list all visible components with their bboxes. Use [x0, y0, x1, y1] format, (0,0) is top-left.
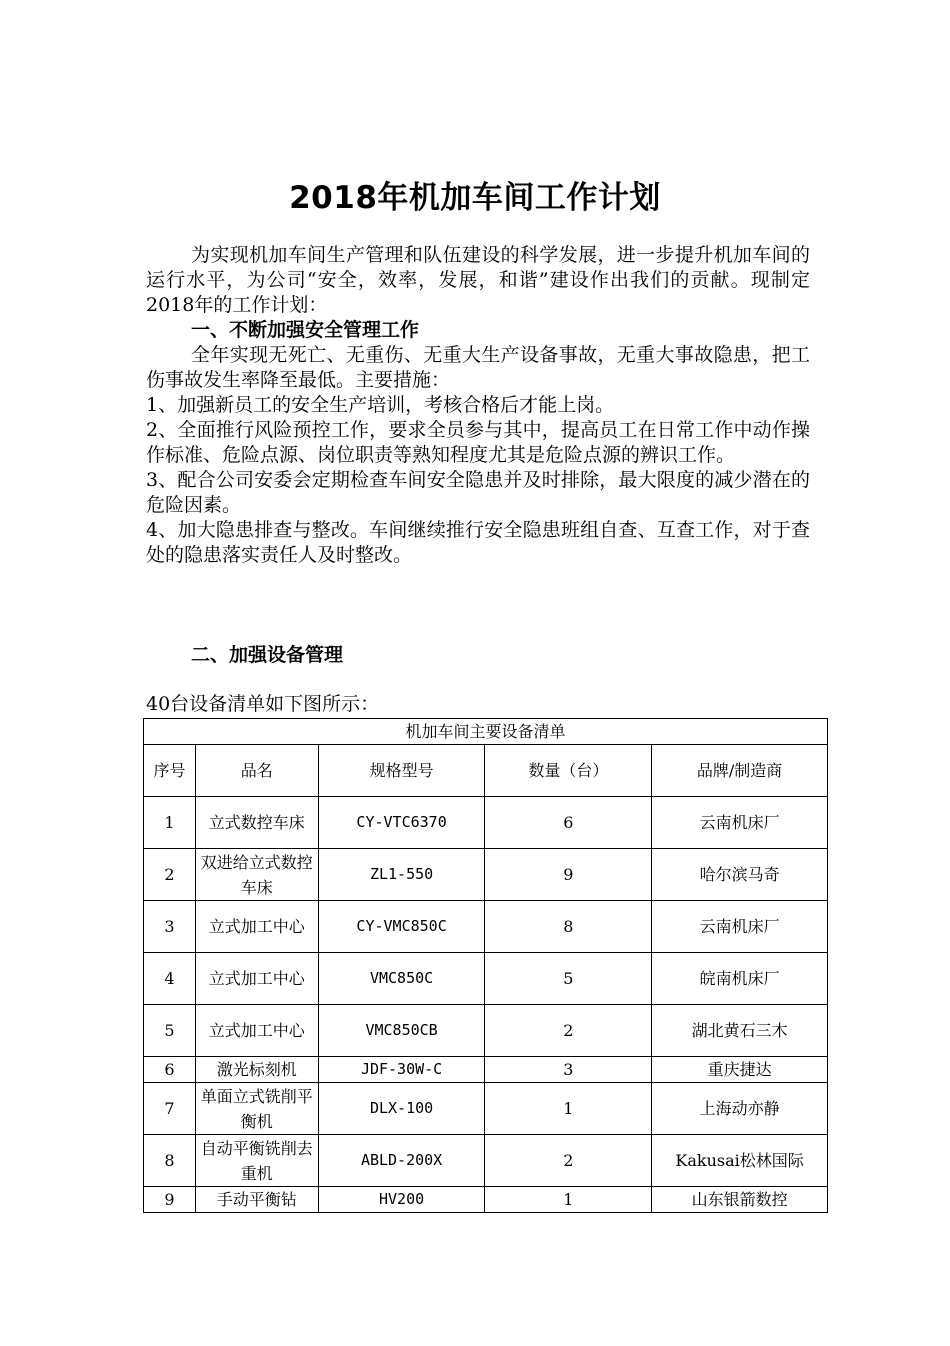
- table-row: [144, 901, 828, 953]
- measure-item: 4、加大隐患排查与整改。车间继续推行安全隐患班组自查、互查工作，对于查处的隐患落实责任人及时整改。: [146, 519, 810, 566]
- header-qty: 数量（台）: [485, 745, 652, 797]
- cell-maker: 皖南机床厂: [652, 953, 828, 1005]
- cell-qty: 9: [485, 849, 652, 901]
- cell-no: 5: [144, 1005, 196, 1057]
- cell-no: 3: [144, 901, 196, 953]
- cell-maker: 云南机床厂: [652, 901, 828, 953]
- cell-model: ZL1-550: [318, 849, 485, 901]
- cell-name: 立式加工中心: [195, 953, 318, 1005]
- table-row: [144, 849, 828, 901]
- section1-paragraph: 全年实现无死亡、无重伤、无重大生产设备事故，无重大事故隐患，把工伤事故发生率降至最低。主要措施：: [146, 344, 810, 391]
- header-maker: 品牌/制造商: [652, 745, 828, 797]
- table-header-row: [144, 745, 828, 797]
- equipment-table: [143, 718, 828, 1213]
- cell-name: 手动平衡钻: [195, 1187, 318, 1213]
- measure-item: 3、配合公司安委会定期检查车间安全隐患并及时排除，最大限度的减少潜在的危险因素。: [146, 469, 810, 516]
- cell-maker: 山东银箭数控: [652, 1187, 828, 1213]
- cell-name: 单面立式铣削平衡机: [195, 1083, 318, 1135]
- table-intro: 40台设备清单如下图所示：: [146, 693, 380, 715]
- cell-maker: Kakusai松林国际: [652, 1135, 828, 1187]
- table-caption: 机加车间主要设备清单: [144, 719, 828, 745]
- cell-model: HV200: [318, 1187, 485, 1213]
- cell-no: 8: [144, 1135, 196, 1187]
- table-row: [144, 1057, 828, 1083]
- cell-name: 自动平衡铣削去重机: [195, 1135, 318, 1187]
- cell-qty: 2: [485, 1135, 652, 1187]
- cell-qty: 5: [485, 953, 652, 1005]
- cell-model: CY-VTC6370: [318, 797, 485, 849]
- table-row: [144, 1135, 828, 1187]
- cell-name: 立式数控车床: [195, 797, 318, 849]
- cell-model: VMC850C: [318, 953, 485, 1005]
- table-row: [144, 1005, 828, 1057]
- document-title: 2018年机加车间工作计划: [289, 180, 661, 216]
- cell-no: 2: [144, 849, 196, 901]
- table-row: [144, 953, 828, 1005]
- cell-model: VMC850CB: [318, 1005, 485, 1057]
- table-row: [144, 1083, 828, 1135]
- measure-item: 2、全面推行风险预控工作，要求全员参与其中，提高员工在日常工作中动作操作标准、危险点源、岗位职责等熟知程度尤其是危险点源的辨识工作。: [146, 419, 810, 466]
- section2-heading: 二、加强设备管理: [191, 644, 344, 666]
- cell-maker: 上海动亦静: [652, 1083, 828, 1135]
- table-caption-row: [144, 719, 828, 745]
- cell-qty: 6: [485, 797, 652, 849]
- table-row: [144, 1187, 828, 1213]
- measure-item: 1、加强新员工的安全生产培训，考核合格后才能上岗。: [146, 394, 615, 416]
- cell-name: 立式加工中心: [195, 901, 318, 953]
- cell-no: 9: [144, 1187, 196, 1213]
- cell-name: 激光标刻机: [195, 1057, 318, 1083]
- cell-model: ABLD-200X: [318, 1135, 485, 1187]
- cell-qty: 1: [485, 1083, 652, 1135]
- cell-maker: 重庆捷达: [652, 1057, 828, 1083]
- document-body: [146, 243, 810, 568]
- cell-qty: 2: [485, 1005, 652, 1057]
- cell-maker: 云南机床厂: [652, 797, 828, 849]
- cell-qty: 8: [485, 901, 652, 953]
- cell-name: 双进给立式数控车床: [195, 849, 318, 901]
- table-row: [144, 797, 828, 849]
- cell-no: 7: [144, 1083, 196, 1135]
- header-no: 序号: [144, 745, 196, 797]
- cell-model: JDF-30W-C: [318, 1057, 485, 1083]
- cell-model: CY-VMC850C: [318, 901, 485, 953]
- cell-maker: 哈尔滨马奇: [652, 849, 828, 901]
- intro-paragraph: 为实现机加车间生产管理和队伍建设的科学发展，进一步提升机加车间的运行水平，为公司“安全，效率，发展，和谐”建设作出我们的贡献。现制定2018年的工作计划：: [146, 244, 810, 316]
- cell-maker: 湖北黄石三木: [652, 1005, 828, 1057]
- cell-no: 6: [144, 1057, 196, 1083]
- header-model: 规格型号: [318, 745, 485, 797]
- cell-no: 1: [144, 797, 196, 849]
- cell-qty: 3: [485, 1057, 652, 1083]
- section1-heading: 一、不断加强安全管理工作: [191, 319, 420, 341]
- header-name: 品名: [195, 745, 318, 797]
- cell-name: 立式加工中心: [195, 1005, 318, 1057]
- cell-qty: 1: [485, 1187, 652, 1213]
- cell-model: DLX-100: [318, 1083, 485, 1135]
- cell-no: 4: [144, 953, 196, 1005]
